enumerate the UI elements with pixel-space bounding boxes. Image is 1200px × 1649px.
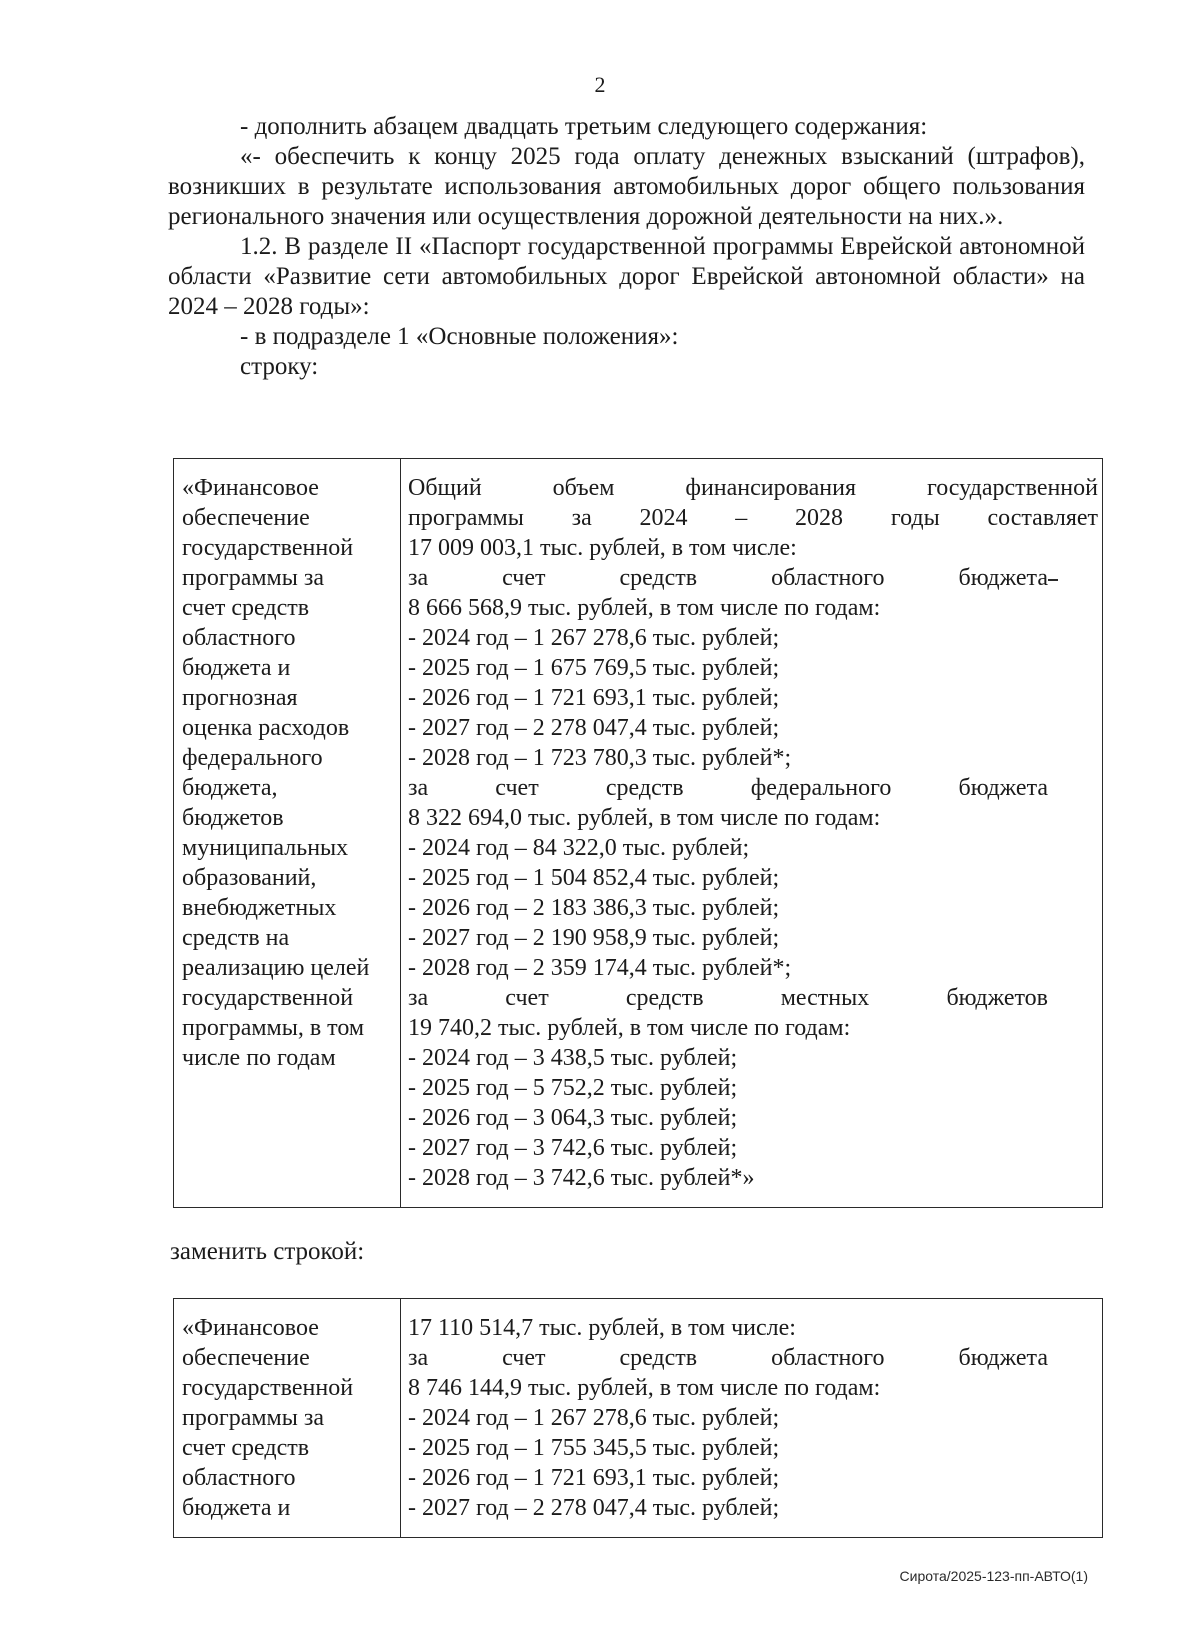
page-number: 2	[594, 72, 606, 97]
row-title-line: образований,	[182, 865, 317, 891]
content-line: за счет средств местных бюджетов	[408, 985, 1048, 1011]
row-title-line: программы за	[182, 1405, 324, 1431]
paragraph-subsection-reference: - в подразделе 1 «Основные положения»:	[240, 323, 679, 350]
row-title-line: прогнозная	[182, 685, 298, 711]
row-title-line: «Финансовое	[182, 475, 319, 501]
row-title-line: средств на	[182, 925, 290, 951]
content-line: - 2026 год – 1 721 693,1 тыс. рублей;	[408, 685, 780, 711]
row-content-cell	[401, 459, 1103, 1208]
content-line: 8 746 144,9 тыс. рублей, в том числе по годам:	[408, 1375, 881, 1401]
row-title-line: числе по годам	[182, 1045, 336, 1071]
content-line: - 2028 год – 2 359 174,4 тыс. рублей*;	[408, 955, 792, 981]
row-title-line: областного	[182, 1465, 296, 1491]
content-line: - 2025 год – 1 504 852,4 тыс. рублей;	[408, 865, 780, 891]
content-line: - 2028 год – 1 723 780,3 тыс. рублей*;	[408, 745, 792, 771]
content-line: 19 740,2 тыс. рублей, в том числе по годам:	[408, 1015, 851, 1041]
row-title-line: реализацию целей	[182, 955, 370, 981]
content-line: - 2026 год – 2 183 386,3 тыс. рублей;	[408, 895, 780, 921]
row-title-line: внебюджетных	[182, 895, 337, 921]
paragraph-section-reference: 1.2. В разделе II «Паспорт государственной программы Еврейской автономной области «Развитие сети автомобильных дорог Еврейской автономной области» на 2024 – 2028 годы»:	[168, 233, 1085, 320]
row-title-line: государственной	[182, 535, 354, 561]
row-content-cell	[401, 1299, 1103, 1538]
row-title-line: счет средств	[182, 1435, 310, 1461]
row-title-line: обеспечение	[182, 505, 310, 531]
content-line: 8 322 694,0 тыс. рублей, в том числе по годам:	[408, 805, 881, 831]
content-line: - 2027 год – 3 742,6 тыс. рублей;	[408, 1135, 738, 1161]
body-text	[168, 112, 1085, 382]
financing-table-old	[173, 458, 1103, 1208]
row-title-line: областного	[182, 625, 296, 651]
content-line: 8 666 568,9 тыс. рублей, в том числе по годам:	[408, 595, 881, 621]
content-line: за счет средств областного бюджета	[408, 565, 1048, 591]
row-title-cell	[174, 1299, 401, 1538]
row-title-line: бюджета и	[182, 1495, 291, 1521]
row-title-line: счет средств	[182, 595, 310, 621]
row-title-cell	[174, 459, 401, 1208]
content-line: - 2026 год – 1 721 693,1 тыс. рублей;	[408, 1465, 780, 1491]
financing-table-new	[173, 1298, 1103, 1538]
paragraph-row-label: строку:	[240, 353, 319, 380]
row-title-line: государственной	[182, 985, 354, 1011]
row-title-line: оценка расходов	[182, 715, 350, 741]
content-line: - 2027 год – 2 190 958,9 тыс. рублей;	[408, 925, 780, 951]
row-title-line: бюджета,	[182, 775, 278, 801]
document-code: Сирота/2025-123-пп-АВТО(1)	[899, 1568, 1088, 1584]
row-title-line: бюджета и	[182, 655, 291, 681]
content-line: - 2028 год – 3 742,6 тыс. рублей*»	[408, 1165, 755, 1191]
content-line: - 2024 год – 84 322,0 тыс. рублей;	[408, 835, 750, 861]
paragraph-quoted-addition: «- обеспечить к концу 2025 года оплату денежных взысканий (штрафов), возникших в результате использования автомобильных дорог общего пользования регионального значения или осуществления дорожной деятельности на них.».	[168, 143, 1085, 230]
row-title-line: государственной	[182, 1375, 354, 1401]
content-line: - 2024 год – 1 267 278,6 тыс. рублей;	[408, 1405, 780, 1431]
content-line: - 2024 год – 1 267 278,6 тыс. рублей;	[408, 625, 780, 651]
content-line: - 2027 год – 2 278 047,4 тыс. рублей;	[408, 715, 780, 741]
row-title-line: программы, в том	[182, 1015, 365, 1041]
row-title-line: программы за	[182, 565, 324, 591]
row-title-line: обеспечение	[182, 1345, 310, 1371]
content-line: - 2025 год – 1 755 345,5 тыс. рублей;	[408, 1435, 780, 1461]
content-line: - 2025 год – 5 752,2 тыс. рублей;	[408, 1075, 738, 1101]
content-line: за счет средств областного бюджета	[408, 1345, 1048, 1371]
content-line: - 2027 год – 2 278 047,4 тыс. рублей;	[408, 1495, 780, 1521]
row-title-line: муниципальных	[182, 835, 349, 861]
content-line: 17 009 003,1 тыс. рублей, в том числе:	[408, 535, 797, 561]
paragraph-amend-intro: - дополнить абзацем двадцать третьим следующего содержания:	[240, 113, 928, 140]
content-line: Общий объем финансирования государственной	[408, 475, 1098, 501]
content-line: - 2026 год – 3 064,3 тыс. рублей;	[408, 1105, 738, 1131]
content-line: программы за 2024 – 2028 годы составляет	[408, 505, 1098, 531]
table-row	[174, 1299, 1103, 1538]
content-line: - 2024 год – 3 438,5 тыс. рублей;	[408, 1045, 738, 1071]
content-line: 17 110 514,7 тыс. рублей, в том числе:	[408, 1315, 796, 1341]
content-line: за счет средств федерального бюджета	[408, 775, 1048, 801]
row-title-line: «Финансовое	[182, 1315, 319, 1341]
table-row	[174, 459, 1103, 1208]
row-title-line: федерального	[182, 745, 323, 771]
replace-with-label: заменить строкой:	[170, 1238, 365, 1265]
content-line: - 2025 год – 1 675 769,5 тыс. рублей;	[408, 655, 780, 681]
row-title-line: бюджетов	[182, 805, 284, 831]
